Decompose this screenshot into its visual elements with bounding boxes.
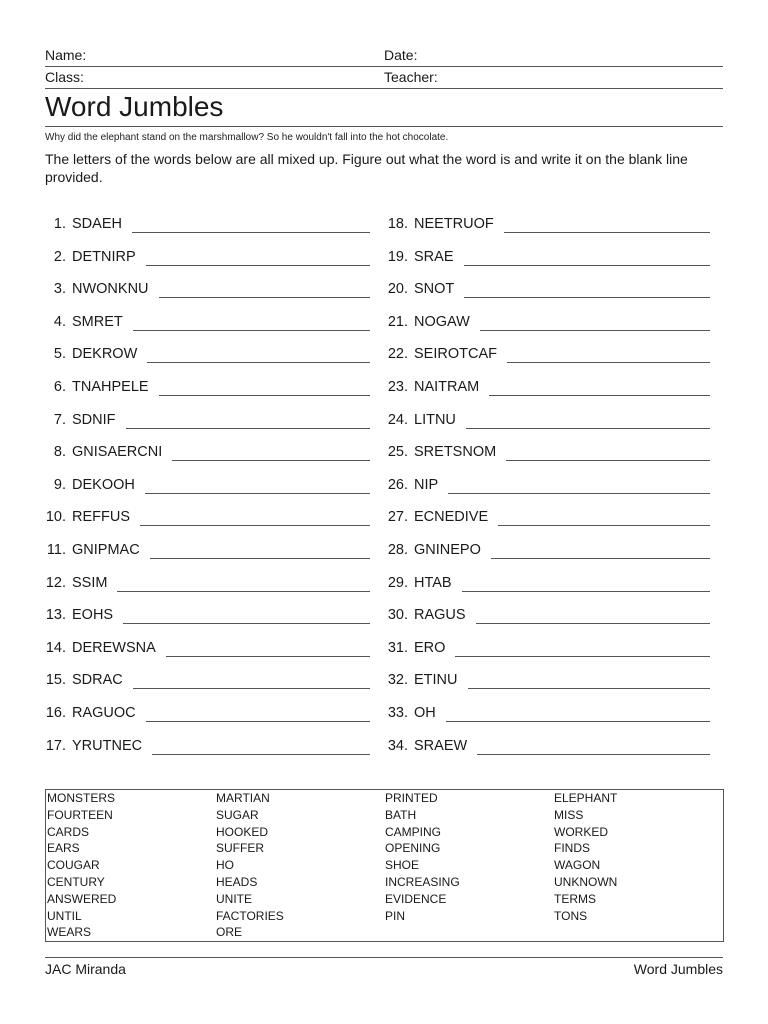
- answer-blank-line[interactable]: [462, 571, 710, 592]
- instructions-text: The letters of the words below are all mixed up. Figure out what the word is and write it on the blank line provided.: [45, 151, 688, 185]
- puzzle-item: [45, 470, 370, 494]
- answer-blank-line[interactable]: [133, 310, 370, 331]
- word-bank-entry: EVIDENCE: [385, 891, 447, 906]
- puzzle-number: 4.: [53, 313, 66, 330]
- answer-blank-line[interactable]: [446, 701, 710, 722]
- puzzle-number: 34.: [387, 737, 408, 754]
- answer-blank-line[interactable]: [507, 342, 710, 363]
- word-bank-entry: PRINTED: [385, 791, 438, 805]
- jumbled-word: HTAB: [414, 574, 452, 591]
- word-bank-entry: CARDS: [47, 824, 90, 839]
- jumbled-word: YRUTNEC: [72, 737, 143, 754]
- answer-blank-line[interactable]: [140, 505, 370, 526]
- name-date-row: [45, 45, 723, 67]
- answer-blank-line[interactable]: [491, 538, 710, 559]
- puzzle-item: [45, 502, 370, 526]
- jumbled-word: SRETSNOM: [414, 444, 497, 461]
- answer-blank-line[interactable]: [480, 310, 710, 331]
- word-bank-entry: HEADS: [216, 874, 258, 889]
- jumbled-word: ETINU: [414, 672, 458, 689]
- puzzle-number: 5.: [53, 346, 66, 363]
- word-bank-column: [384, 790, 553, 924]
- footer-title: Word Jumbles: [633, 961, 723, 977]
- puzzle-item: [384, 470, 710, 494]
- jumbled-word: GNINEPO: [414, 542, 481, 558]
- puzzle-number: 8.: [53, 444, 66, 461]
- answer-blank-line[interactable]: [159, 277, 370, 298]
- word-bank-entry: TONS: [554, 908, 588, 923]
- answer-blank-line[interactable]: [123, 603, 370, 624]
- word-bank-entry: SUFFER: [216, 841, 264, 856]
- answer-blank-line[interactable]: [489, 375, 710, 396]
- puzzle-number: 17.: [45, 737, 66, 754]
- word-bank-entry: BATH: [385, 807, 417, 822]
- word-bank-entry: WAGON: [554, 858, 601, 873]
- puzzle-number: 26.: [387, 476, 408, 493]
- word-bank-entry: TERMS: [554, 891, 596, 906]
- puzzle-number: 2.: [53, 248, 66, 265]
- date-label: Date:: [384, 47, 418, 63]
- puzzle-item: [384, 307, 710, 331]
- puzzle-item: [384, 502, 710, 526]
- worksheet-page: [45, 0, 723, 1024]
- puzzle-number: 6.: [53, 379, 66, 395]
- jumbled-word: RAGUS: [414, 607, 466, 624]
- answer-blank-line[interactable]: [132, 212, 370, 233]
- jumbled-word: DEKOOH: [72, 476, 135, 493]
- jumbled-word: SMRET: [72, 313, 123, 330]
- answer-blank-line[interactable]: [448, 473, 710, 494]
- class-label: Class:: [45, 69, 84, 85]
- word-bank-entry: ORE: [216, 925, 243, 940]
- puzzle-item: [384, 209, 710, 233]
- name-label: Name:: [45, 47, 87, 63]
- puzzle-item: [45, 274, 370, 298]
- joke-text: Why did the elephant stand on the marshmallow? So he wouldn't fall into the hot chocolate.: [45, 132, 449, 143]
- puzzle-item: [384, 568, 710, 592]
- puzzle-number: 16.: [45, 705, 66, 721]
- puzzle-item: [45, 698, 370, 722]
- jumbled-word: SDAEH: [72, 216, 122, 232]
- word-bank-entry: FOURTEEN: [47, 807, 113, 822]
- jumbled-word: NEETRUOF: [414, 216, 494, 232]
- puzzle-number: 18.: [387, 216, 408, 232]
- word-bank-entry: WEARS: [47, 925, 92, 940]
- word-bank-entry: FACTORIES: [216, 908, 284, 923]
- puzzle-number: 25.: [387, 444, 408, 461]
- puzzle-item: [384, 731, 710, 755]
- word-bank-column: [553, 790, 722, 924]
- jumbled-word: REFFUS: [72, 509, 130, 526]
- puzzle-number: 12.: [45, 574, 66, 591]
- puzzle-item: [384, 274, 710, 298]
- jumbled-word: ECNEDIVE: [414, 509, 489, 526]
- answer-blank-line[interactable]: [464, 245, 711, 266]
- puzzle-number: 29.: [387, 574, 408, 591]
- word-bank-entry: HOOKED: [216, 824, 269, 839]
- footer-divider: [45, 957, 723, 958]
- word-bank-entry: CAMPING: [385, 824, 442, 839]
- puzzle-item: [45, 372, 370, 396]
- word-bank: [45, 789, 724, 942]
- puzzle-number: 9.: [53, 476, 66, 493]
- puzzle-item: [384, 535, 710, 559]
- puzzle-item: [45, 600, 370, 624]
- puzzle-item: [384, 698, 710, 722]
- word-bank-entry: ELEPHANT: [554, 791, 618, 805]
- jumbled-word: NOGAW: [414, 313, 470, 330]
- puzzle-number: 24.: [387, 411, 408, 428]
- puzzle-item: [45, 405, 370, 429]
- puzzle-item: [45, 535, 370, 559]
- word-bank-entry: SUGAR: [216, 807, 259, 822]
- jumbled-word: NAITRAM: [414, 379, 480, 395]
- answer-blank-line[interactable]: [172, 440, 370, 461]
- word-bank-entry: PIN: [385, 908, 406, 923]
- puzzle-number: 11.: [46, 542, 66, 558]
- puzzle-item: [384, 633, 710, 657]
- puzzle-number: 21.: [387, 313, 408, 330]
- page-title: Word Jumbles: [45, 89, 723, 127]
- answer-blank-line[interactable]: [133, 668, 370, 689]
- puzzle-item: [384, 242, 710, 266]
- puzzle-item: [384, 437, 710, 461]
- puzzle-item: [45, 633, 370, 657]
- word-bank-entry: MONSTERS: [47, 791, 116, 805]
- jumbled-word: GNISAERCNI: [72, 444, 163, 461]
- word-bank-column: [46, 790, 215, 941]
- word-bank-entry: EARS: [47, 841, 80, 856]
- jumbled-word: SEIROTCAF: [414, 346, 497, 363]
- word-bank-entry: CENTURY: [47, 874, 105, 889]
- puzzle-item: [384, 600, 710, 624]
- jumbled-word: ERO: [414, 639, 446, 656]
- jumbled-word: SNOT: [414, 281, 455, 298]
- word-bank-entry: COUGAR: [47, 858, 100, 873]
- puzzle-number: 23.: [387, 379, 408, 395]
- puzzle-number: 19.: [387, 248, 408, 265]
- jumbled-word: DETNIRP: [72, 248, 136, 265]
- jumbled-word: DEKROW: [72, 346, 138, 363]
- word-bank-column: [215, 790, 384, 941]
- footer-author: JAC Miranda: [45, 961, 126, 977]
- puzzle-number: 7.: [53, 411, 66, 428]
- answer-blank-line[interactable]: [126, 408, 371, 429]
- class-teacher-row: [45, 67, 723, 89]
- word-bank-entry: UNTIL: [47, 908, 82, 923]
- answer-blank-line[interactable]: [146, 701, 370, 722]
- puzzle-item: [384, 372, 710, 396]
- jumbled-word: LITNU: [414, 411, 456, 428]
- answer-blank-line[interactable]: [147, 342, 370, 363]
- puzzle-number: 15.: [45, 672, 66, 689]
- answer-blank-line[interactable]: [159, 375, 370, 396]
- answer-blank-line[interactable]: [117, 571, 370, 592]
- word-bank-entry: MISS: [554, 807, 584, 822]
- puzzle-number: 22.: [387, 346, 408, 363]
- puzzle-number: 28.: [387, 542, 408, 558]
- jumbled-word: NIP: [414, 476, 439, 493]
- jumbled-word: GNIPMAC: [72, 542, 140, 558]
- puzzle-number: 3.: [53, 281, 66, 298]
- word-bank-entry: FINDS: [554, 841, 590, 856]
- puzzle-item: [384, 405, 710, 429]
- jumbled-word: DEREWSNA: [72, 639, 156, 656]
- word-bank-entry: SHOE: [385, 858, 420, 873]
- answer-blank-line[interactable]: [145, 473, 370, 494]
- answer-blank-line[interactable]: [146, 245, 370, 266]
- jumbled-word: TNAHPELE: [72, 379, 149, 395]
- answer-blank-line[interactable]: [477, 734, 710, 755]
- answer-blank-line[interactable]: [506, 440, 710, 461]
- puzzle-item: [45, 242, 370, 266]
- answer-blank-line[interactable]: [504, 212, 710, 233]
- puzzle-item: [45, 568, 370, 592]
- answer-blank-line[interactable]: [466, 408, 710, 429]
- puzzle-item: [45, 665, 370, 689]
- jumbled-word: SDRAC: [72, 672, 123, 689]
- teacher-label: Teacher:: [384, 69, 438, 85]
- puzzle-number: 1.: [53, 216, 66, 232]
- puzzle-number: 31.: [387, 639, 408, 656]
- jumbled-word: SDNIF: [72, 411, 116, 428]
- answer-blank-line[interactable]: [476, 603, 710, 624]
- puzzle-item: [384, 665, 710, 689]
- puzzle-item: [45, 437, 370, 461]
- answer-blank-line[interactable]: [150, 538, 370, 559]
- puzzle-number: 32.: [387, 672, 408, 689]
- answer-blank-line[interactable]: [498, 505, 710, 526]
- word-bank-entry: UNITE: [216, 891, 252, 906]
- jumbled-word: OH: [414, 705, 436, 721]
- jumbled-word: EOHS: [72, 607, 114, 624]
- word-bank-entry: UNKNOWN: [554, 874, 618, 889]
- answer-blank-line[interactable]: [166, 636, 370, 657]
- puzzle-item: [45, 307, 370, 331]
- jumbled-word: SRAE: [414, 248, 454, 265]
- word-bank-entry: ANSWERED: [47, 891, 117, 906]
- puzzle-number: 10.: [45, 509, 66, 526]
- puzzle-number: 20.: [387, 281, 408, 298]
- answer-blank-line[interactable]: [455, 636, 710, 657]
- puzzle-number: 13.: [45, 607, 66, 624]
- puzzle-item: [384, 339, 710, 363]
- puzzle-number: 14.: [45, 639, 66, 656]
- puzzle-number: 30.: [387, 607, 408, 624]
- word-bank-entry: WORKED: [554, 824, 608, 839]
- word-bank-entry: HO: [216, 858, 234, 873]
- word-bank-entry: OPENING: [385, 841, 441, 856]
- jumbled-word: NWONKNU: [72, 281, 149, 298]
- answer-blank-line[interactable]: [468, 668, 711, 689]
- word-bank-entry: MARTIAN: [216, 791, 270, 805]
- answer-blank-line[interactable]: [152, 734, 370, 755]
- puzzle-item: [45, 209, 370, 233]
- answer-blank-line[interactable]: [464, 277, 710, 298]
- puzzle-item: [45, 731, 370, 755]
- jumbled-word: SSIM: [72, 574, 108, 591]
- word-bank-entry: INCREASING: [385, 874, 460, 889]
- puzzle-number: 33.: [387, 705, 408, 721]
- puzzle-number: 27.: [387, 509, 408, 526]
- jumbled-word: SRAEW: [414, 737, 468, 754]
- puzzle-item: [45, 339, 370, 363]
- jumbled-word: RAGUOC: [72, 705, 136, 721]
